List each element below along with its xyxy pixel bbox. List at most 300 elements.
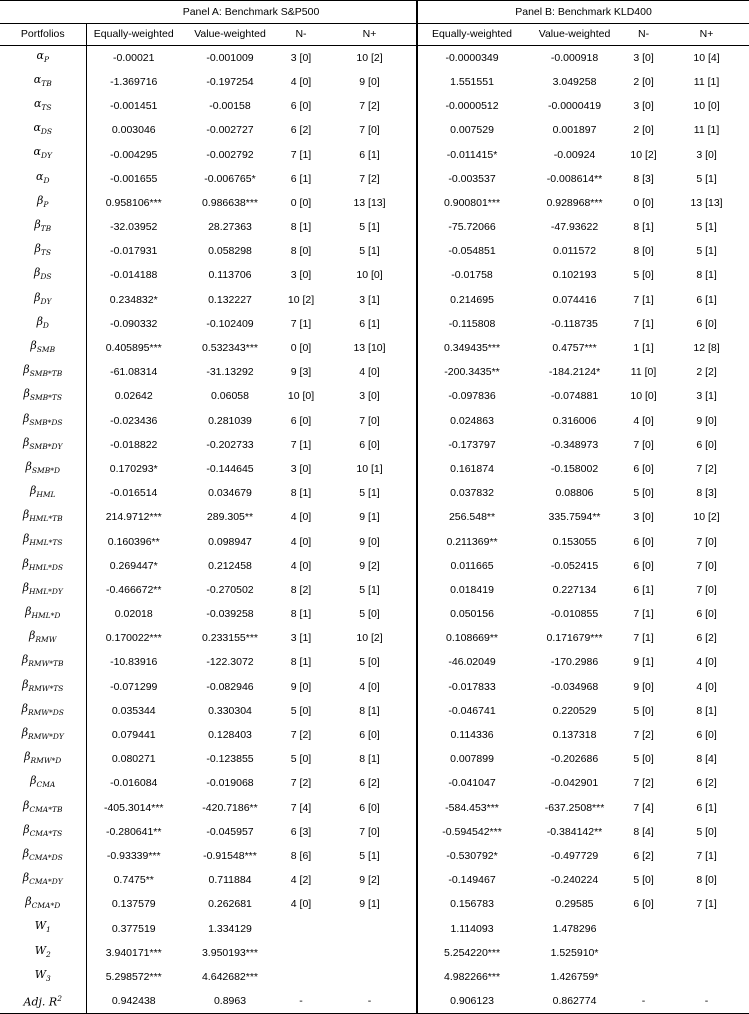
panel-a-nminus-cell: 4 [0] [290, 559, 312, 572]
panel-b-ew-cell: 0.037832 [450, 487, 494, 500]
table-row [0, 288, 749, 312]
row-label [0, 771, 86, 795]
panel-a-ew-cell: 0.170293* [109, 462, 158, 475]
panel-b-nplus-cell: 7 [0] [696, 559, 717, 572]
row-label-symbol: β [22, 556, 29, 570]
row-label-symbol: β [22, 846, 30, 860]
panel-a-vw-cell: 0.034679 [208, 487, 252, 500]
row-label-symbol: α [36, 169, 44, 183]
row-label [0, 215, 86, 239]
row-label-symbol: β [34, 290, 41, 304]
table-row [0, 747, 749, 771]
panel-b-nminus-cell: 5 [0] [633, 874, 654, 887]
panel-a-ew-cell: -10.83916 [110, 656, 158, 669]
row-label [0, 433, 86, 457]
row-label-subscript: HML [36, 490, 56, 500]
panel-a-ew-cell: -0.023436 [110, 414, 158, 427]
panel-b-ew-cell: -0.149467 [448, 874, 496, 887]
panel-b-nminus-cell: 6 [2] [633, 849, 654, 862]
row-label [0, 263, 86, 287]
panel-b-nplus-cell: - [664, 989, 749, 1013]
panel-b-vw-cell: 0.316006 [552, 414, 597, 427]
panel-a-nminus-cell: 7 [1] [290, 317, 312, 330]
panel-b-nplus-cell: 6 [0] [696, 608, 717, 621]
row-label-superscript: 2 [57, 994, 62, 1003]
row-label-subscript: P [43, 54, 49, 64]
row-label-subscript: DS [40, 127, 53, 137]
panel-b-vw-cell: -0.202686 [550, 753, 599, 766]
row-label-symbol: β [22, 580, 29, 594]
panel-a-ew-cell: -0.014188 [110, 269, 158, 282]
panel-a-vw-cell: 0.128403 [208, 729, 252, 742]
row-label-subscript: RMW*DS [27, 707, 64, 717]
panel-b-vw-cell: -637.2508*** [544, 801, 605, 814]
table-row [0, 650, 749, 674]
panel-a-nminus-cell: 7 [4] [290, 801, 312, 814]
row-label [0, 723, 86, 747]
row-label-symbol: β [30, 338, 37, 352]
panel-b-nplus-cell: 8 [1] [696, 269, 717, 282]
panel-a-ew-cell: 0.405895*** [105, 342, 162, 355]
row-label-subscript: D [42, 320, 49, 330]
table-row [0, 481, 749, 505]
panel-b-nplus-cell: 8 [0] [696, 874, 717, 887]
panel-b-vw-cell: 0.153055 [552, 535, 597, 548]
panel-b-ew-cell: 0.108669** [446, 632, 499, 645]
panel-b-vw-cell: -0.384142** [546, 825, 603, 838]
panel-a-ew-cell: 0.02642 [114, 390, 153, 403]
panel-a-nminus-cell: 5 [0] [290, 704, 312, 717]
panel-a-nplus-cell [323, 941, 417, 965]
table-row [0, 554, 749, 578]
panel-a-vw-cell: -0.197254 [206, 75, 254, 88]
table-row [0, 191, 749, 215]
panel-b-vw-cell: -0.000918 [550, 51, 599, 64]
panel-header-row [0, 1, 749, 24]
panel-b-nplus-cell [664, 941, 749, 965]
panel-a-ew-cell: 3.940171*** [105, 946, 162, 959]
panel-b-nminus-cell: 7 [0] [633, 438, 654, 451]
table-row [0, 433, 749, 457]
row-label-symbol: β [23, 387, 30, 401]
panel-b-ew-cell: 0.007899 [450, 753, 494, 766]
panel-b-nminus-cell: 7 [2] [633, 729, 654, 742]
panel-b-ew-cell: -0.0000512 [445, 100, 499, 113]
panel-a-nplus-cell: 6 [0] [323, 433, 417, 457]
panel-b-vw-cell: 0.102193 [552, 269, 597, 282]
table-row [0, 409, 749, 433]
panel-a-nminus-cell: 4 [0] [290, 511, 312, 524]
panel-b-vw-cell: -0.074881 [550, 390, 599, 403]
row-label-symbol: β [34, 242, 41, 256]
panel-b-nminus-cell: 8 [0] [633, 245, 654, 258]
row-label-symbol: β [36, 314, 43, 328]
table-row [0, 965, 749, 989]
panel-b-vw-cell: -170.2986 [550, 656, 599, 669]
table-row [0, 796, 749, 820]
panel-a-nplus-cell: 3 [1] [323, 288, 417, 312]
panel-a-nminus-cell [279, 965, 323, 989]
panel-a-ew-cell: -32.03952 [110, 221, 158, 234]
row-label [0, 191, 86, 215]
panel-a-ew-cell: -1.369716 [110, 75, 158, 88]
panel-b-ew-cell: -0.017833 [448, 680, 496, 693]
panel-b-nplus-cell: 2 [2] [696, 366, 717, 379]
row-label-subscript: CMA [36, 780, 56, 790]
row-label [0, 529, 86, 553]
panel-b-nminus-cell: 2 [0] [633, 124, 654, 137]
a-ew-header: Equally-weighted [86, 24, 181, 46]
row-label-symbol: β [25, 895, 32, 909]
panel-b-nplus-cell [664, 916, 749, 940]
panel-a-nplus-cell: 5 [0] [323, 602, 417, 626]
panel-a-nplus-cell: 4 [0] [323, 360, 417, 384]
panel-a-vw-cell: 1.334129 [208, 922, 252, 935]
table-row [0, 941, 749, 965]
row-label [0, 167, 86, 191]
panel-b-nplus-cell: 6 [0] [696, 438, 717, 451]
row-label-subscript: SMB*D [31, 466, 60, 476]
row-label-subscript: SMB*TS [29, 393, 63, 403]
panel-b-vw-cell: 335.7594** [548, 511, 601, 524]
panel-a-ew-cell: 0.080271 [111, 753, 156, 766]
panel-a-vw-cell: 0.330304 [208, 704, 252, 717]
panel-a-vw-cell: 3.950193*** [201, 946, 259, 959]
panel-a-nminus-cell: 8 [1] [290, 608, 312, 621]
panel-a-nminus-cell: 6 [0] [290, 414, 312, 427]
panel-a-nplus-cell [323, 965, 417, 989]
panel-a-vw-cell: 0.06058 [211, 390, 249, 403]
row-label [0, 384, 86, 408]
panel-b-ew-cell: -0.054851 [448, 245, 496, 258]
row-label-subscript: DS [40, 272, 52, 282]
panel-b-ew-cell: -75.72066 [448, 221, 496, 234]
row-label [0, 45, 86, 70]
panel-b-vw-cell: -47.93622 [550, 221, 599, 234]
panel-a-vw-cell: 0.711884 [208, 874, 252, 887]
panel-b-vw-cell: -0.00924 [553, 148, 596, 161]
panel-b-vw-cell: 0.171679*** [546, 632, 603, 645]
panel-a-vw-cell: -0.144645 [206, 462, 254, 475]
table-row [0, 263, 749, 287]
panel-b-nplus-cell: 7 [1] [696, 898, 717, 911]
panel-a-ew-cell: 0.377519 [111, 922, 156, 935]
panel-b-vw-cell: 0.08806 [555, 487, 594, 500]
row-label-subscript: TS [41, 103, 52, 113]
a-nminus-header: N- [279, 24, 323, 46]
panel-a-nminus-cell: 5 [0] [290, 753, 312, 766]
row-label [0, 699, 86, 723]
panel-a-nminus-cell: 9 [0] [290, 680, 312, 693]
row-label [0, 675, 86, 699]
panel-a-nplus-cell: 10 [2] [323, 626, 417, 650]
panel-a-nminus-cell: 6 [0] [290, 100, 312, 113]
panel-a-ew-cell: 0.02018 [114, 608, 153, 621]
panel-b-vw-cell: -184.2124* [548, 366, 601, 379]
row-label-symbol: Adj. R [23, 995, 58, 1009]
panel-a-ew-cell: 0.137579 [111, 898, 156, 911]
panel-a-nplus-cell: 7 [0] [323, 118, 417, 142]
panel-a-ew-cell: 0.269447* [109, 559, 158, 572]
panel-b-vw-cell: 0.4757*** [552, 342, 597, 355]
panel-b-ew-cell: 0.024863 [450, 414, 494, 427]
panel-a-nminus-cell: 4 [0] [290, 535, 312, 548]
panel-a-ew-cell: 0.234832* [109, 293, 158, 306]
row-label-subscript: CMA*DS [29, 853, 63, 863]
panel-b-nminus-cell: 7 [1] [633, 608, 654, 621]
row-label [0, 626, 86, 650]
table-row [0, 771, 749, 795]
panel-b-vw-cell: -0.010855 [550, 608, 599, 621]
panel-a-nminus-cell: 4 [0] [290, 898, 312, 911]
panel-a-ew-cell: -0.018822 [110, 438, 158, 451]
row-label-subscript: TB [40, 224, 52, 234]
row-label-symbol: β [22, 677, 29, 691]
panel-b-nminus-cell: 3 [0] [633, 100, 654, 113]
panel-b-vw-cell: -0.158002 [550, 462, 599, 475]
panel-b-nminus-cell: 9 [0] [633, 680, 654, 693]
panel-a-nminus-cell: 8 [1] [290, 656, 312, 669]
panel-a-nplus-cell: 9 [1] [323, 892, 417, 916]
panel-b-nminus-cell: 1 [1] [633, 342, 654, 355]
panel-a-ew-cell: -0.001451 [110, 100, 158, 113]
row-label-subscript: CMA*DY [29, 877, 63, 887]
panel-a-nminus-cell [279, 916, 323, 940]
panel-b-vw-cell: 1.525910* [550, 946, 599, 959]
panel-a-nminus-cell: 8 [0] [290, 245, 312, 258]
panel-corner [0, 1, 86, 24]
row-label-symbol: β [21, 701, 28, 715]
panel-a-nplus-cell: 3 [0] [323, 384, 417, 408]
panel-a-nplus-cell: 6 [1] [323, 312, 417, 336]
panel-a-nminus-cell: 6 [3] [290, 825, 312, 838]
panel-a-nplus-cell: 10 [0] [323, 263, 417, 287]
panel-a-ew-cell: 0.7475** [113, 874, 154, 887]
panel-b-vw-cell: -0.240224 [550, 874, 599, 887]
table-row [0, 70, 749, 94]
panel-a-ew-cell: -0.090332 [110, 317, 158, 330]
panel-b-ew-cell: 5.254220*** [444, 946, 501, 959]
panel-a-ew-cell: 0.170022*** [105, 632, 162, 645]
panel-b-ew-cell: 0.906123 [417, 989, 526, 1013]
panel-a-nminus-cell: 10 [2] [287, 293, 315, 306]
panel-a-nplus-cell: 9 [1] [323, 505, 417, 529]
row-label [0, 602, 86, 626]
panel-a-nminus-cell: 8 [2] [290, 583, 312, 596]
panel-b-nplus-cell: 7 [2] [696, 462, 717, 475]
panel-a-vw-cell: -0.002792 [206, 148, 254, 161]
panel-b-nminus-cell: 3 [0] [633, 51, 654, 64]
panel-a-nplus-cell [323, 916, 417, 940]
panel-a-nplus-cell: 7 [0] [323, 409, 417, 433]
panel-b-nplus-cell: 6 [0] [696, 317, 717, 330]
panel-b-nminus-cell: 11 [0] [630, 366, 657, 379]
table-row [0, 578, 749, 602]
table-row [0, 723, 749, 747]
row-label [0, 989, 86, 1013]
panel-a-vw-cell: 0.212458 [208, 559, 252, 572]
table-row [0, 142, 749, 166]
panel-b-nminus-cell: 8 [3] [633, 172, 654, 185]
panel-b-vw-cell: -0.052415 [550, 559, 599, 572]
panel-a-ew-cell: -0.004295 [110, 148, 158, 161]
panel-a-vw-cell: -31.13292 [206, 366, 254, 379]
panel-b-nminus-cell: 7 [1] [633, 293, 654, 306]
panel-b-vw-cell: 3.049258 [552, 75, 597, 88]
panel-a-nplus-cell: 6 [0] [323, 796, 417, 820]
panel-a-nplus-cell: 5 [1] [323, 481, 417, 505]
panel-b-nplus-cell: 4 [0] [696, 656, 717, 669]
panel-b-ew-cell: -0.594542*** [442, 825, 502, 838]
row-label-symbol: β [25, 605, 32, 618]
row-label [0, 844, 86, 868]
row-label [0, 868, 86, 892]
panel-b-vw-cell: -0.034968 [550, 680, 599, 693]
panel-a-nplus-cell: 5 [1] [323, 578, 417, 602]
table-row [0, 529, 749, 553]
panel-b-vw-cell: 0.928968*** [546, 196, 603, 209]
row-label-subscript: RMW*D [30, 756, 62, 766]
panel-b-ew-cell: -46.02049 [448, 656, 496, 669]
panel-a-nplus-cell: 5 [0] [323, 650, 417, 674]
panel-a-nplus-cell: 13 [13] [323, 191, 417, 215]
panel-a-vw-cell: -0.202733 [206, 438, 254, 451]
panel-a-vw-cell: 0.132227 [208, 293, 252, 306]
panel-b-nplus-cell: 10 [2] [693, 511, 720, 524]
row-label-symbol: α [33, 145, 41, 159]
panel-a-vw-cell: -0.019068 [206, 777, 254, 790]
panel-b-ew-cell: 0.156783 [450, 898, 494, 911]
a-vw-header: Value-weighted [181, 24, 279, 46]
panel-a-vw-cell: -420.7186** [202, 801, 258, 814]
row-label-subscript: CMA*D [31, 901, 61, 911]
a-nplus-header: N+ [323, 24, 417, 46]
panel-a-nminus-cell: 6 [1] [290, 172, 312, 185]
row-label-subscript: 1 [46, 925, 51, 935]
panel-b-vw-cell: 0.001897 [552, 124, 597, 137]
panel-b-vw-cell: -0.042901 [550, 777, 599, 790]
panel-b-nminus-cell: 10 [2] [630, 148, 657, 161]
panel-b-nminus-cell [623, 965, 664, 989]
row-label [0, 554, 86, 578]
panel-a-vw-cell: -0.001009 [206, 51, 254, 64]
panel-b-nplus-cell: 4 [0] [696, 680, 717, 693]
panel-a-ew-cell: -0.001655 [110, 172, 158, 185]
panel-a-ew-cell: -0.017931 [110, 245, 158, 258]
panel-a-vw-cell: 0.098947 [208, 535, 252, 548]
row-label-subscript: SMB*DS [29, 417, 63, 427]
panel-b-ew-cell: -0.097836 [448, 390, 496, 403]
table-row [0, 820, 749, 844]
panel-a-nminus-cell: 0 [0] [290, 196, 312, 209]
panel-b-vw-cell: 0.227134 [552, 583, 597, 596]
panel-a-vw-cell: 289.305** [206, 511, 254, 524]
panel-a-vw-cell: 0.8963 [181, 989, 279, 1013]
panel-b-nplus-cell: 5 [0] [696, 825, 717, 838]
panel-b-nplus-cell: 6 [1] [696, 293, 717, 306]
b-nminus-header: N- [623, 24, 664, 46]
row-label-subscript: TS [40, 248, 51, 258]
panel-a-vw-cell: 28.27363 [208, 221, 252, 234]
panel-b-nminus-cell: 5 [0] [633, 704, 654, 717]
panel-a-nminus-cell: 3 [0] [290, 51, 312, 64]
b-nplus-header: N+ [664, 24, 749, 46]
panel-b-vw-cell: -0.497729 [550, 849, 599, 862]
panel-a-ew-cell: 0.958106*** [105, 196, 162, 209]
panel-a-ew-cell: -0.280641** [106, 825, 162, 838]
panel-a-vw-cell: -0.045957 [206, 825, 254, 838]
row-label [0, 796, 86, 820]
panel-a-nplus-cell: 5 [1] [323, 844, 417, 868]
panel-a-nplus-cell: 6 [0] [323, 723, 417, 747]
panel-b-ew-cell: 1.114093 [450, 922, 494, 935]
table-row [0, 989, 749, 1013]
panel-a-nminus-cell: 4 [0] [290, 75, 312, 88]
panel-a-nplus-cell: 7 [2] [323, 167, 417, 191]
panel-a-ew-cell: -0.93339*** [106, 849, 161, 862]
panel-b-nminus-cell [623, 916, 664, 940]
row-label-symbol: β [30, 774, 37, 788]
row-label-subscript: DY [40, 296, 52, 306]
row-label [0, 892, 86, 916]
panel-a-nminus-cell: 4 [2] [290, 874, 312, 887]
table-body [0, 45, 749, 1013]
table-row [0, 602, 749, 626]
panel-b-nminus-cell: 5 [0] [633, 487, 654, 500]
row-label [0, 239, 86, 263]
panel-a-nplus-cell: 9 [2] [323, 868, 417, 892]
row-label [0, 457, 86, 481]
panel-b-nplus-cell: 10 [0] [693, 100, 720, 113]
panel-a-nminus-cell: 8 [1] [290, 221, 312, 234]
row-label-symbol: β [29, 629, 36, 643]
panel-b-nplus-cell: 5 [1] [696, 245, 717, 258]
panel-a-nplus-cell: 10 [2] [323, 45, 417, 70]
panel-b-ew-cell: -0.173797 [448, 438, 496, 451]
row-label-subscript: DY [40, 151, 52, 161]
row-label-subscript: SMB*TB [29, 369, 63, 379]
panel-b-vw-cell: -0.118735 [551, 317, 598, 330]
panel-b-vw-cell: 0.862774 [526, 989, 623, 1013]
panel-a-nminus-cell: 8 [1] [290, 487, 312, 500]
portfolios-header: Portfolios [0, 24, 86, 46]
panel-a-nplus-cell: 5 [1] [323, 239, 417, 263]
panel-b-vw-cell: 1.426759* [550, 970, 599, 983]
row-label-subscript: 2 [46, 949, 51, 959]
panel-b-nplus-cell: 7 [0] [696, 583, 717, 596]
row-label-symbol: α [36, 48, 44, 62]
panel-b-nplus-cell: 7 [0] [696, 535, 717, 548]
table-row [0, 844, 749, 868]
panel-a-ew-cell: 0.079441 [111, 729, 156, 742]
panel-b-nminus-cell: 2 [0] [633, 75, 654, 88]
panel-b-nminus-cell: 0 [0] [633, 196, 654, 209]
row-label [0, 360, 86, 384]
panel-a-vw-cell: -0.00158 [209, 100, 251, 113]
row-label-symbol: β [23, 822, 30, 836]
panel-b-vw-cell: 0.074416 [552, 293, 597, 306]
panel-b-nplus-cell: 6 [1] [696, 801, 717, 814]
row-label-symbol: β [34, 218, 41, 231]
table-row [0, 336, 749, 360]
panel-a-vw-cell: 0.113706 [208, 269, 252, 282]
panel-b-nminus-cell: 3 [0] [633, 511, 654, 524]
panel-b-ew-cell: 4.982266*** [444, 970, 501, 983]
panel-a-ew-cell: 214.9712*** [105, 511, 162, 524]
panel-b-nplus-cell: 7 [1] [696, 849, 717, 862]
panel-b-ew-cell: 256.548** [448, 511, 496, 524]
panel-a-vw-cell: -0.002727 [206, 124, 254, 137]
